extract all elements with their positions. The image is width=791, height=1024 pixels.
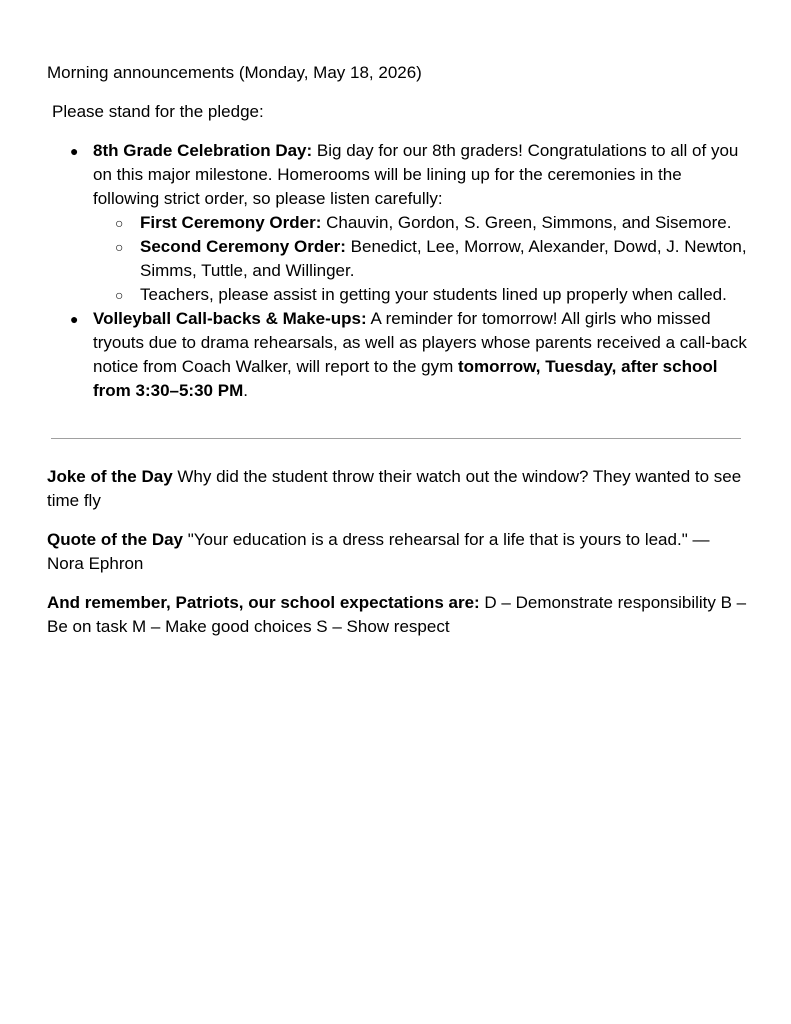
joke-label: Joke of the Day — [47, 467, 173, 486]
horizontal-divider — [51, 438, 741, 439]
announcement-list — [47, 139, 747, 403]
quote-label: Quote of the Day — [47, 530, 184, 549]
list-item-volleyball — [47, 307, 747, 403]
bullet-icon: ● — [70, 311, 79, 327]
joke-of-the-day — [47, 465, 747, 513]
joke-text: Why did the student throw their watch out the window? They wanted to see time fly — [47, 467, 742, 510]
quote-text: "Your education is a dress rehearsal for a life that is yours to lead." — Nora Ephron — [47, 530, 710, 573]
hollow-bullet-icon: ○ — [115, 215, 124, 231]
page-title: Morning announcements (Monday, May 18, 2026) — [47, 63, 422, 82]
subitem-label: Second Ceremony Order: — [140, 237, 346, 256]
announcement-document — [47, 61, 747, 654]
list-item-celebration — [47, 139, 747, 307]
sublist-item-teachers — [93, 283, 747, 307]
school-expectations — [47, 591, 747, 639]
expectations-label: And remember, Patriots, our school expectations are: — [47, 593, 480, 612]
item-emphasis: tomorrow, Tuesday, after school from 3:30–5:30 PM — [93, 357, 718, 400]
item-label: Volleyball Call-backs & Make-ups: — [93, 309, 367, 328]
hollow-bullet-icon: ○ — [115, 239, 124, 255]
subitem-text: Chauvin, Gordon, S. Green, Simmons, and Sisemore. — [321, 213, 732, 232]
pledge-line: Please stand for the pledge: — [52, 102, 264, 121]
item-tail: . — [243, 381, 248, 400]
subitem-text: Benedict, Lee, Morrow, Alexander, Dowd, J. Newton, Simms, Tuttle, and Willinger. — [140, 237, 747, 280]
expectations-text: D – Demonstrate responsibility B – Be on task M – Make good choices S – Show respect — [47, 593, 747, 636]
ceremony-sublist — [93, 211, 747, 307]
hollow-bullet-icon: ○ — [115, 287, 124, 303]
sublist-item-second-ceremony — [93, 235, 747, 283]
item-text: Big day for our 8th graders! Congratulations to all of you on this major milestone. Homerooms will be lining up for the ceremonies in the following strict order, so please listen carefully: — [93, 141, 739, 208]
sublist-item-first-ceremony — [93, 211, 747, 235]
subitem-label: First Ceremony Order: — [140, 213, 322, 232]
subitem-text: Teachers, please assist in getting your students lined up properly when called. — [140, 285, 727, 304]
quote-of-the-day — [47, 528, 747, 576]
bullet-icon: ● — [70, 143, 79, 159]
item-label: 8th Grade Celebration Day: — [93, 141, 313, 160]
item-text: A reminder for tomorrow! All girls who missed tryouts due to drama rehearsals, as well as players whose parents received a call-back notice from Coach Walker, will report to the gym — [93, 309, 747, 376]
